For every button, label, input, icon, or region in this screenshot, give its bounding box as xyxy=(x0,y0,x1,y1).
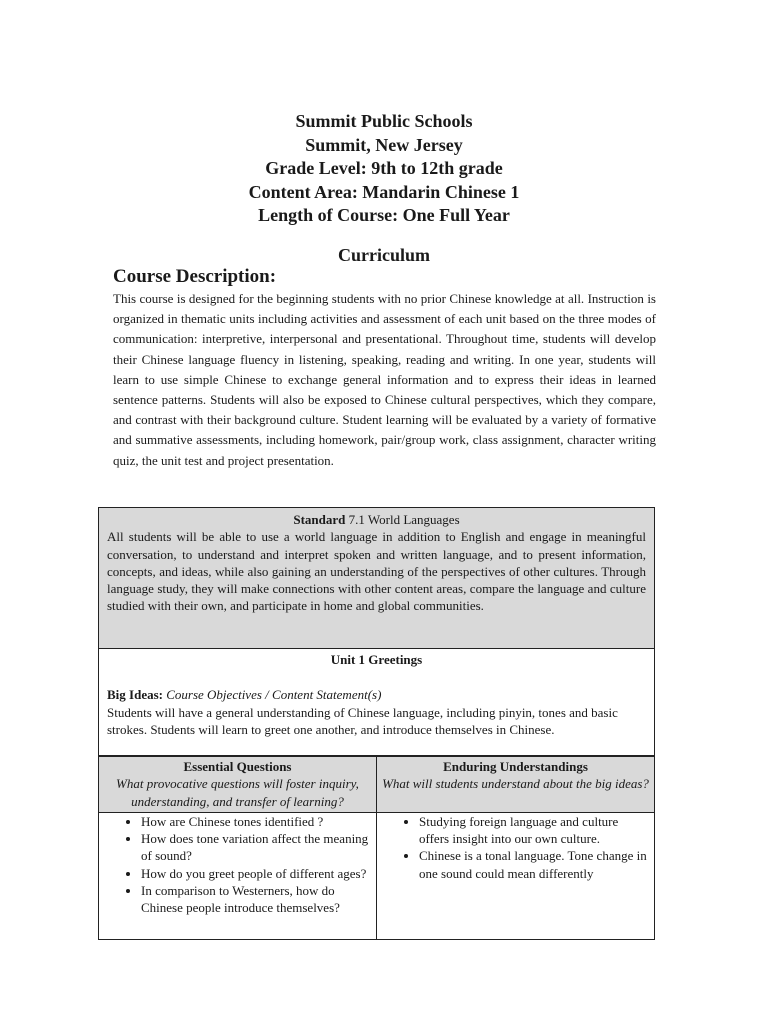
enduring-understandings-heading: Enduring Understandings xyxy=(443,759,588,774)
standard-label: Standard xyxy=(293,512,346,527)
list-item: • How are Chinese tones identified ? xyxy=(141,813,372,830)
document-header xyxy=(0,110,768,228)
school-location: Summit, New Jersey xyxy=(305,134,463,155)
course-length: Length of Course: One Full Year xyxy=(258,205,510,225)
enduring-understandings-subheading: What will students understand about the big ideas? xyxy=(382,776,649,792)
big-ideas-label: Big Ideas: xyxy=(107,687,163,703)
grade-level: Grade Level: 9th to 12th grade xyxy=(265,158,503,178)
enduring-understandings-header xyxy=(377,757,655,813)
essential-questions-subheading: What provocative questions will foster inquiry, understanding, and transfer of learning? xyxy=(116,776,359,809)
list-item: • Studying foreign language and culture offers insight into our own culture. xyxy=(419,813,650,848)
enduring-understandings-cell xyxy=(377,812,655,939)
essential-questions-header xyxy=(99,757,377,813)
essential-questions-cell xyxy=(99,812,377,939)
list-item: • Chinese is a tonal language. Tone change in one sound could mean differently xyxy=(419,847,650,882)
unit-box xyxy=(98,649,655,756)
curriculum-heading: Curriculum xyxy=(338,245,430,265)
big-ideas-subtitle: Course Objectives / Content Statement(s) xyxy=(162,687,382,703)
course-description-title: Course Description: xyxy=(113,266,277,287)
list-item: • In comparison to Westerners, how do Chinese people introduce themselves? xyxy=(141,882,372,917)
content-area: Content Area: Mandarin Chinese 1 xyxy=(248,181,520,202)
enduring-understandings-list xyxy=(381,813,650,882)
essential-questions-heading: Essential Questions xyxy=(183,759,292,774)
standard-box xyxy=(98,507,655,649)
unit-title: Unit 1 Greetings xyxy=(330,652,423,667)
course-description-body: This course is designed for the beginning students with no prior Chinese knowledge at all. Instruction is organized in thematic units including activities and assessment of each unit based on the three modes of communication: interpretive, interpersonal and presentational. Throughout time, students will develop their Chinese language fluency in listening, speaking, reading and writing. In one year, students will learn to use simple Chinese to exchange general information and to express their ideas in learned sentence patterns. Students will also be exposed to Chinese cultural perspectives, which they compare, and contrast with their background culture. Student learning will be evaluated by a variety of formative and summative assessments, including homework, pair/group work, class assignment, character writing quiz, the unit test and project presentation. xyxy=(113,291,656,468)
standard-body: All students will be able to use a world language in addition to English and engage in meaningful conversation, to understand and interpret spoken and written language, and to present information, concepts, and ideas, while also gaining an understanding of the perspectives of other cultures. Through language study, they will make connections with other content areas, compare the language and culture studied with their own, and participate in home and global communities. xyxy=(107,529,646,614)
essential-questions-list xyxy=(103,813,372,917)
big-ideas xyxy=(107,686,646,703)
standard-name: 7.1 World Languages xyxy=(345,512,460,527)
school-name: Summit Public Schools xyxy=(295,111,473,131)
list-item: • How does tone variation affect the meaning of sound? xyxy=(141,830,372,865)
list-item: • How do you greet people of different ages? xyxy=(141,865,372,882)
questions-table xyxy=(98,756,655,940)
big-ideas-body: Students will have a general understanding of Chinese language, including pinyin, tones and basic strokes. Students will learn to greet one another, and introduce themselves in Chinese. xyxy=(107,704,618,737)
standard-title xyxy=(107,511,646,528)
